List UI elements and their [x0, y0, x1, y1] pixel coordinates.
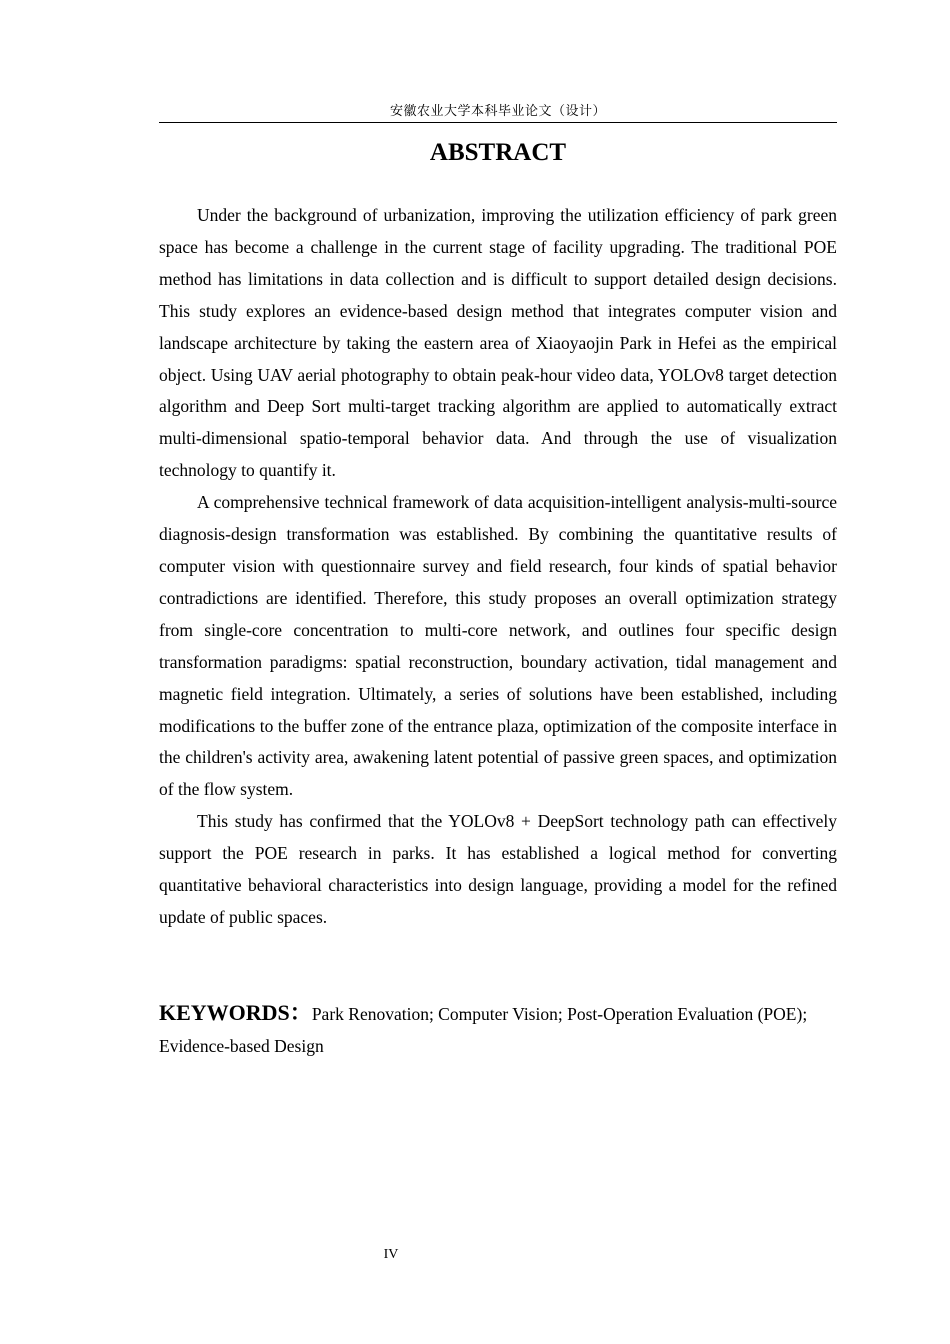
keywords-section	[159, 997, 837, 1063]
page-number: IV	[383, 1247, 399, 1262]
abstract-paragraph-2: A comprehensive technical framework of data acquisition-intelligent analysis-multi-source diagnosis-design transformation was established. By combining the quantitative results of computer vision with questionnaire survey and field research, four kinds of spatial behavior contradictions are identified. Therefore, this study proposes an overall optimization strategy from single-core concentration to multi-core network, and outlines four specific design transformation paradigms: spatial reconstruction, boundary activation, tidal management and magnetic field integration. Ultimately, a series of solutions have been established, including modifications to the buffer zone of the entrance plaza, optimization of the composite interface in the children's activity area, awakening latent potential of passive green spaces, and optimization of the flow system.	[159, 492, 837, 800]
abstract-paragraph-1: Under the background of urbanization, improving the utilization efficiency of park green space has become a challenge in the current stage of facility upgrading. The traditional POE method has limitations in data collection and is difficult to support detailed design decisions. This study explores an evidence-based design method that integrates computer vision and landscape architecture by taking the eastern area of Xiaoyaojin Park in Hefei as the empirical object. Using UAV aerial photography to obtain peak-hour video data, YOLOv8 target detection algorithm and Deep Sort multi-target tracking algorithm are applied to automatically extract multi-dimensional spatio-temporal behavior data. And through the use of visualization technology to quantify it.	[159, 205, 837, 481]
abstract-paragraph-3: This study has confirmed that the YOLOv8 + DeepSort technology path can effectively support the POE research in parks. It has established a logical method for converting quantitative behavioral characteristics into design language, providing a model for the refined update of public spaces.	[159, 811, 837, 927]
keywords-text: Park Renovation; Computer Vision; Post-Operation Evaluation (POE); Evidence-based Design	[159, 1004, 808, 1056]
header-rule	[159, 122, 837, 123]
abstract-body	[159, 200, 837, 934]
running-header: 安徽农业大学本科毕业论文（设计）	[389, 104, 606, 119]
abstract-title: ABSTRACT	[429, 139, 567, 166]
keywords-label: KEYWORDS：	[159, 1000, 312, 1025]
